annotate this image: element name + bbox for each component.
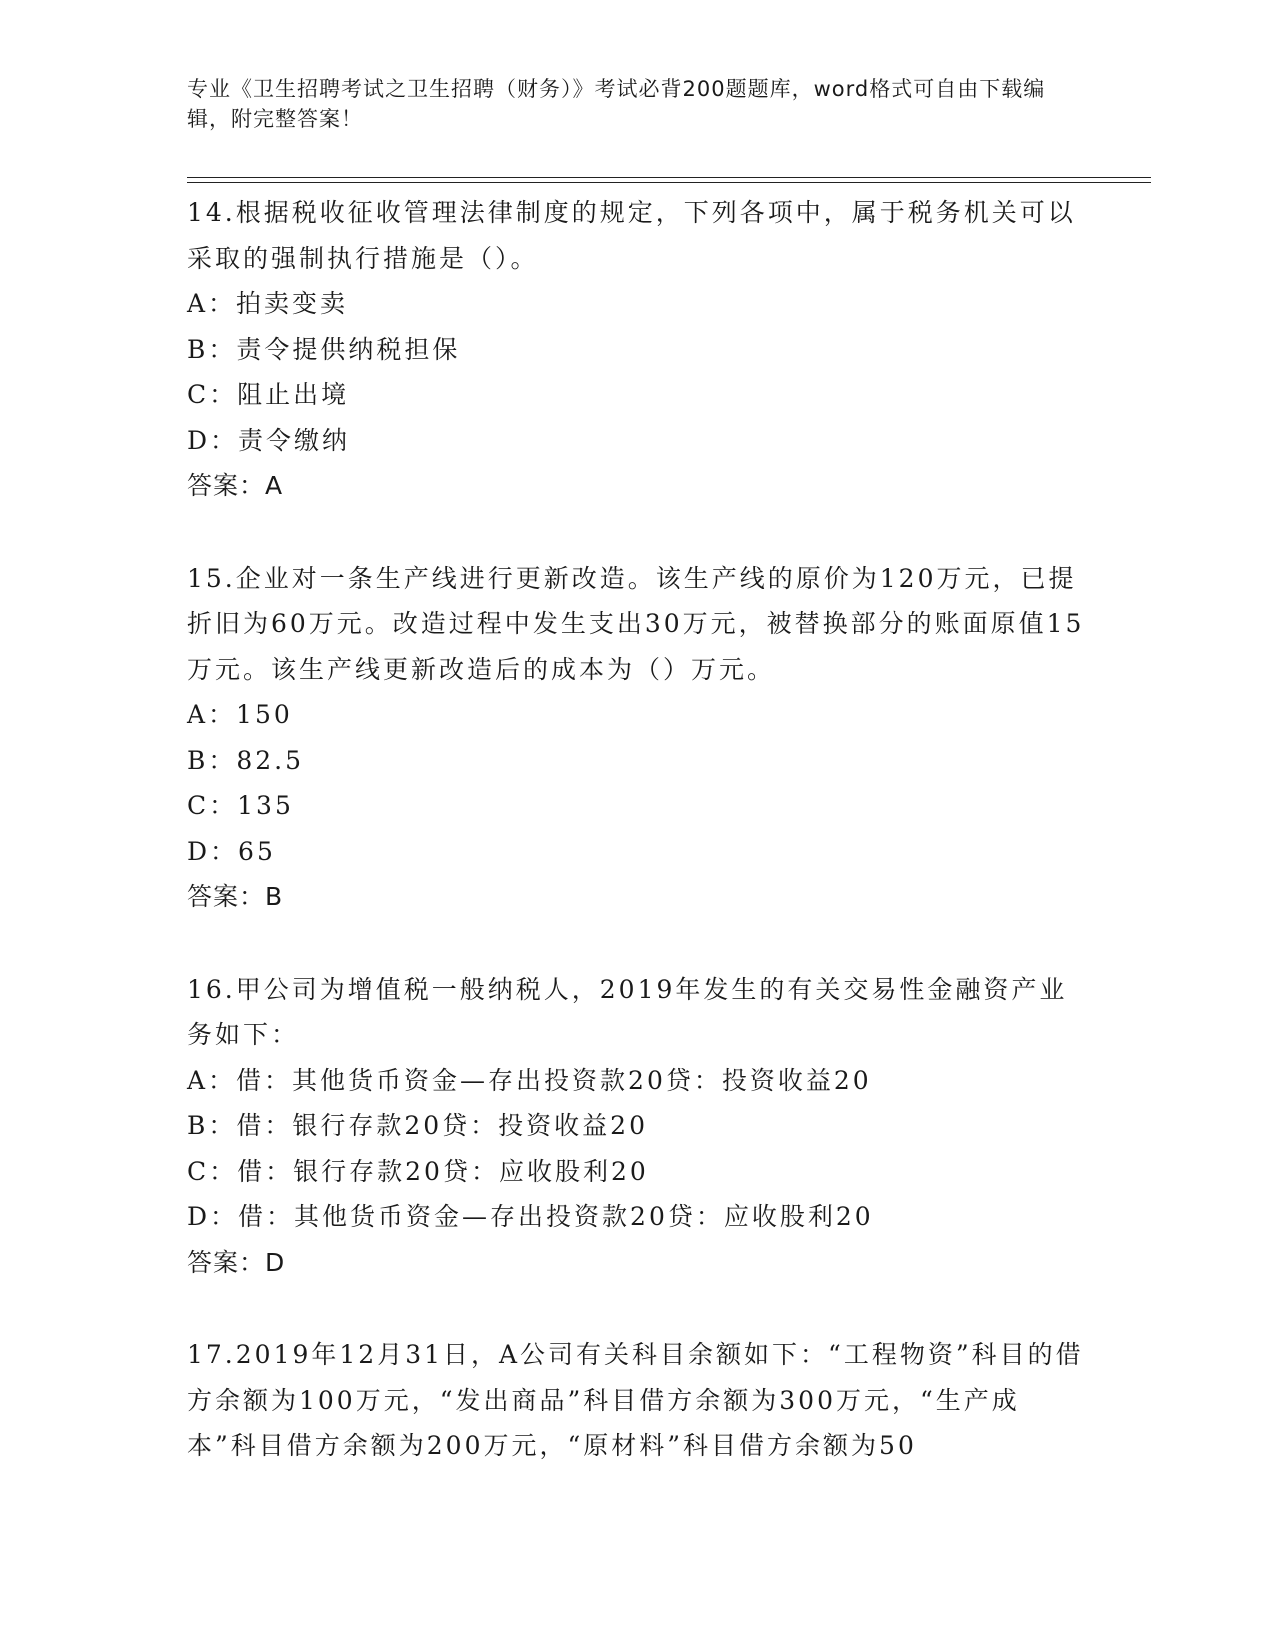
option-b: B：借：银行存款20贷：投资收益20 [187,1111,648,1140]
question-14 [187,190,1087,509]
option-b: B：82.5 [187,745,305,775]
option-c: C：阻止出境 [187,380,350,409]
option-d: D：借：其他货币资金—存出投资款20贷：应收股利20 [187,1202,874,1231]
option-d: D：65 [187,836,276,866]
option-c: C：借：银行存款20贷：应收股利20 [187,1156,649,1186]
option-a: A：150 [187,700,293,729]
document-header: 专业《卫生招聘考试之卫生招聘（财务）》考试必背200题题库，word格式可自由下载编辑，附完整答案！ [187,77,1046,131]
header-divider-thin [187,177,1151,178]
option-a: A：拍卖变卖 [187,289,349,318]
option-a: A：借：其他货币资金—存出投资款20贷：投资收益20 [187,1065,872,1095]
question-stem: 14.根据税收征收管理法律制度的规定，下列各项中，属于税务机关可以采取的强制执行措施是（）。 [187,198,1076,273]
question-stem: 17.2019年12月31日，A公司有关科目余额如下：“工程物资”科目的借方余额为100万元，“发出商品”科目借方余额为300万元，“生产成本”科目借方余额为200万元，“原材料”科目借方余额为50 [187,1340,1084,1460]
question-16 [187,967,1087,1286]
question-stem: 15.企业对一条生产线进行更新改造。该生产线的原价为120万元，已提折旧为60万元。改造过程中发生支出30万元，被替换部分的账面原值15万元。该生产线更新改造后的成本为（）万元。 [187,563,1085,684]
question-15 [187,556,1087,920]
answer: 答案：D [187,1247,286,1277]
option-d: D：责令缴纳 [187,425,351,455]
question-stem: 16.甲公司为增值税一般纳税人，2019年发生的有关交易性金融资产业务如下： [187,974,1068,1049]
answer: 答案：B [187,882,284,911]
option-c: C：135 [187,791,294,820]
question-list [187,190,1087,1516]
answer: 答案：A [187,471,284,500]
option-b: B：责令提供纳税担保 [187,334,461,364]
question-17 [187,1332,1087,1469]
header-divider-thick [187,182,1151,183]
